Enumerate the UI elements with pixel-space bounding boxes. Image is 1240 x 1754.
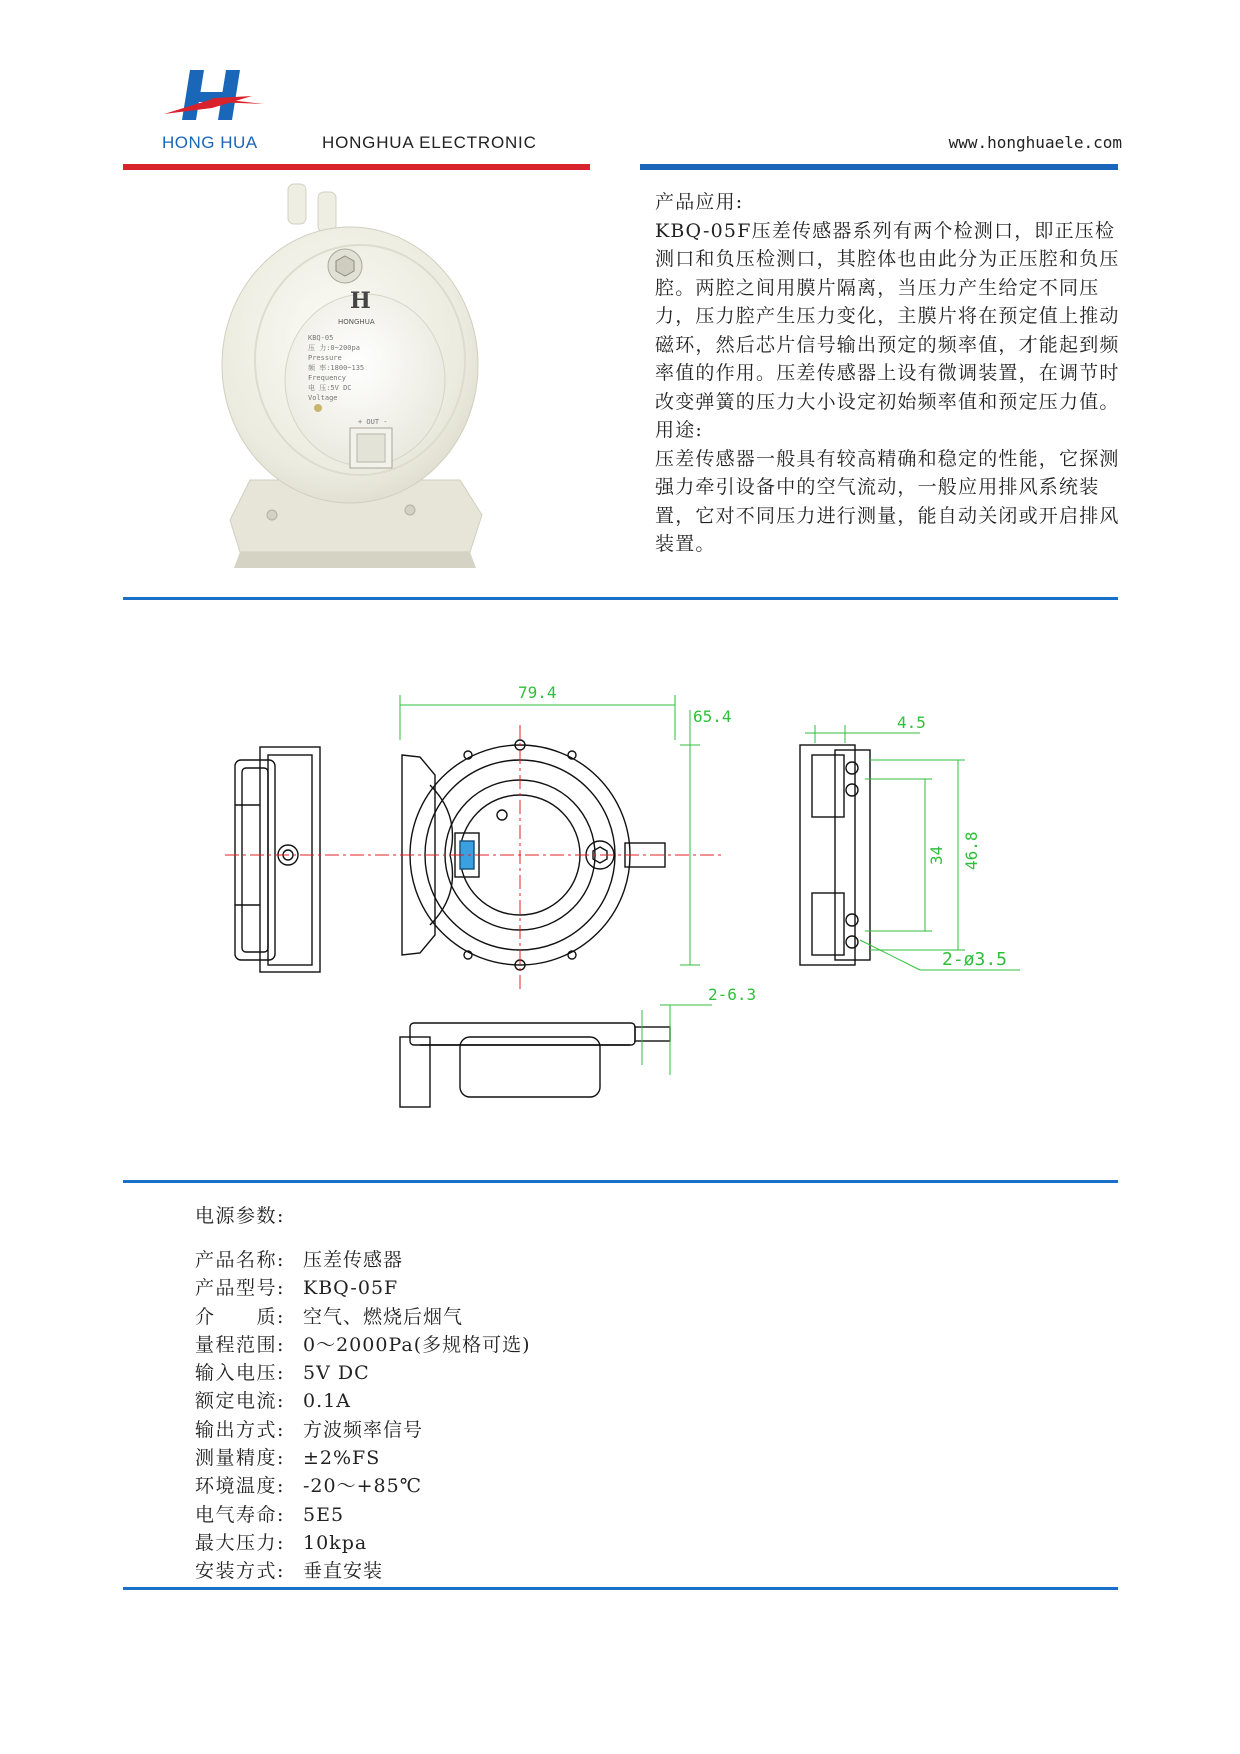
svg-text:压 力:0~200pa: 压 力:0~200pa — [308, 344, 360, 352]
spec-row: 额定电流: 0.1A — [195, 1390, 351, 1413]
svg-text:+ OUT -: + OUT - — [358, 418, 388, 426]
usage-title: 用途: — [655, 419, 704, 441]
product-photo — [220, 180, 520, 590]
spec-row: 输出方式: 方波频率信号 — [195, 1418, 424, 1441]
svg-text:Pressure: Pressure — [308, 354, 342, 362]
honghua-logo — [160, 62, 270, 142]
dim-height: 65.4 — [693, 707, 732, 726]
dim-hole-offset: 4.5 — [897, 713, 926, 732]
dimension-drawing — [220, 665, 1020, 1115]
dim-holes: 2-ø3.5 — [942, 949, 1008, 970]
dim-tube: 2-6.3 — [708, 985, 757, 1004]
svg-text:频 率:1800~135: 频 率:1800~135 — [308, 364, 365, 372]
website-link[interactable]: www.honghuaele.com — [948, 133, 1122, 152]
dim-hole-spacing: 34 — [927, 845, 946, 865]
svg-text:Frequency: Frequency — [308, 374, 346, 382]
divider-3 — [123, 1587, 1118, 1590]
header-blue-bar — [640, 164, 1118, 170]
dim-mount-height: 46.8 — [962, 831, 981, 870]
application-title: 产品应用: — [655, 191, 744, 213]
usage-body: 压差传感器一般具有较高精确和稳定的性能，它探测强力牵引设备中的空气流动，一般应用排风系统装置，它对不同压力进行测量，能自动关闭或开启排风装置。 — [655, 447, 1120, 555]
specs-section — [195, 1202, 531, 1586]
dim-width: 79.4 — [518, 683, 557, 702]
svg-text:KBQ-05: KBQ-05 — [308, 334, 334, 342]
spec-row: 产品型号: KBQ-05F — [195, 1277, 399, 1300]
application-body: KBQ-05F压差传感器系列有两个检测口，即正压检测口和负压检测口，其腔体也由此分为正压腔和负压腔。两腔之间用膜片隔离，当压力产生给定不同压力，压力腔产生压力变化，主膜片将在预定值上推动磁环，然后芯片信号输出预定的频率值，才能起到频率值的作用。压差传感器上设有微调装置，在调节时改变弹簧的压力大小设定初始频率值和预定压力值。 — [655, 219, 1120, 413]
divider-2 — [123, 1180, 1118, 1183]
company-name: HONGHUA ELECTRONIC — [322, 133, 537, 152]
spec-row: 输入电压: 5V DC — [195, 1362, 370, 1385]
spec-row: 电气寿命: 5E5 — [195, 1503, 345, 1526]
product-description — [655, 188, 1125, 559]
svg-text:电 压:5V DC: 电 压:5V DC — [308, 384, 352, 392]
divider-1 — [123, 597, 1118, 600]
spec-row: 最大压力: 10kpa — [195, 1531, 368, 1554]
spec-row: 安装方式: 垂直安装 — [195, 1560, 384, 1583]
header-red-bar — [123, 164, 590, 170]
spec-row: 产品名称: 压差传感器 — [195, 1249, 404, 1271]
svg-text:H: H — [350, 288, 371, 314]
spec-row: 量程范围: 0～2000Pa(多规格可选) — [195, 1333, 531, 1356]
spec-row: 环境温度: -20～+85℃ — [195, 1475, 422, 1498]
svg-text:HONGHUA: HONGHUA — [338, 318, 375, 326]
logo-text: HONG HUA — [162, 133, 258, 152]
specs-title: 电源参数: — [195, 1205, 285, 1227]
svg-text:Voltage: Voltage — [308, 394, 338, 402]
spec-row: 测量精度: ±2%FS — [195, 1447, 381, 1470]
spec-row: 介 质: 空气、燃烧后烟气 — [195, 1305, 464, 1328]
